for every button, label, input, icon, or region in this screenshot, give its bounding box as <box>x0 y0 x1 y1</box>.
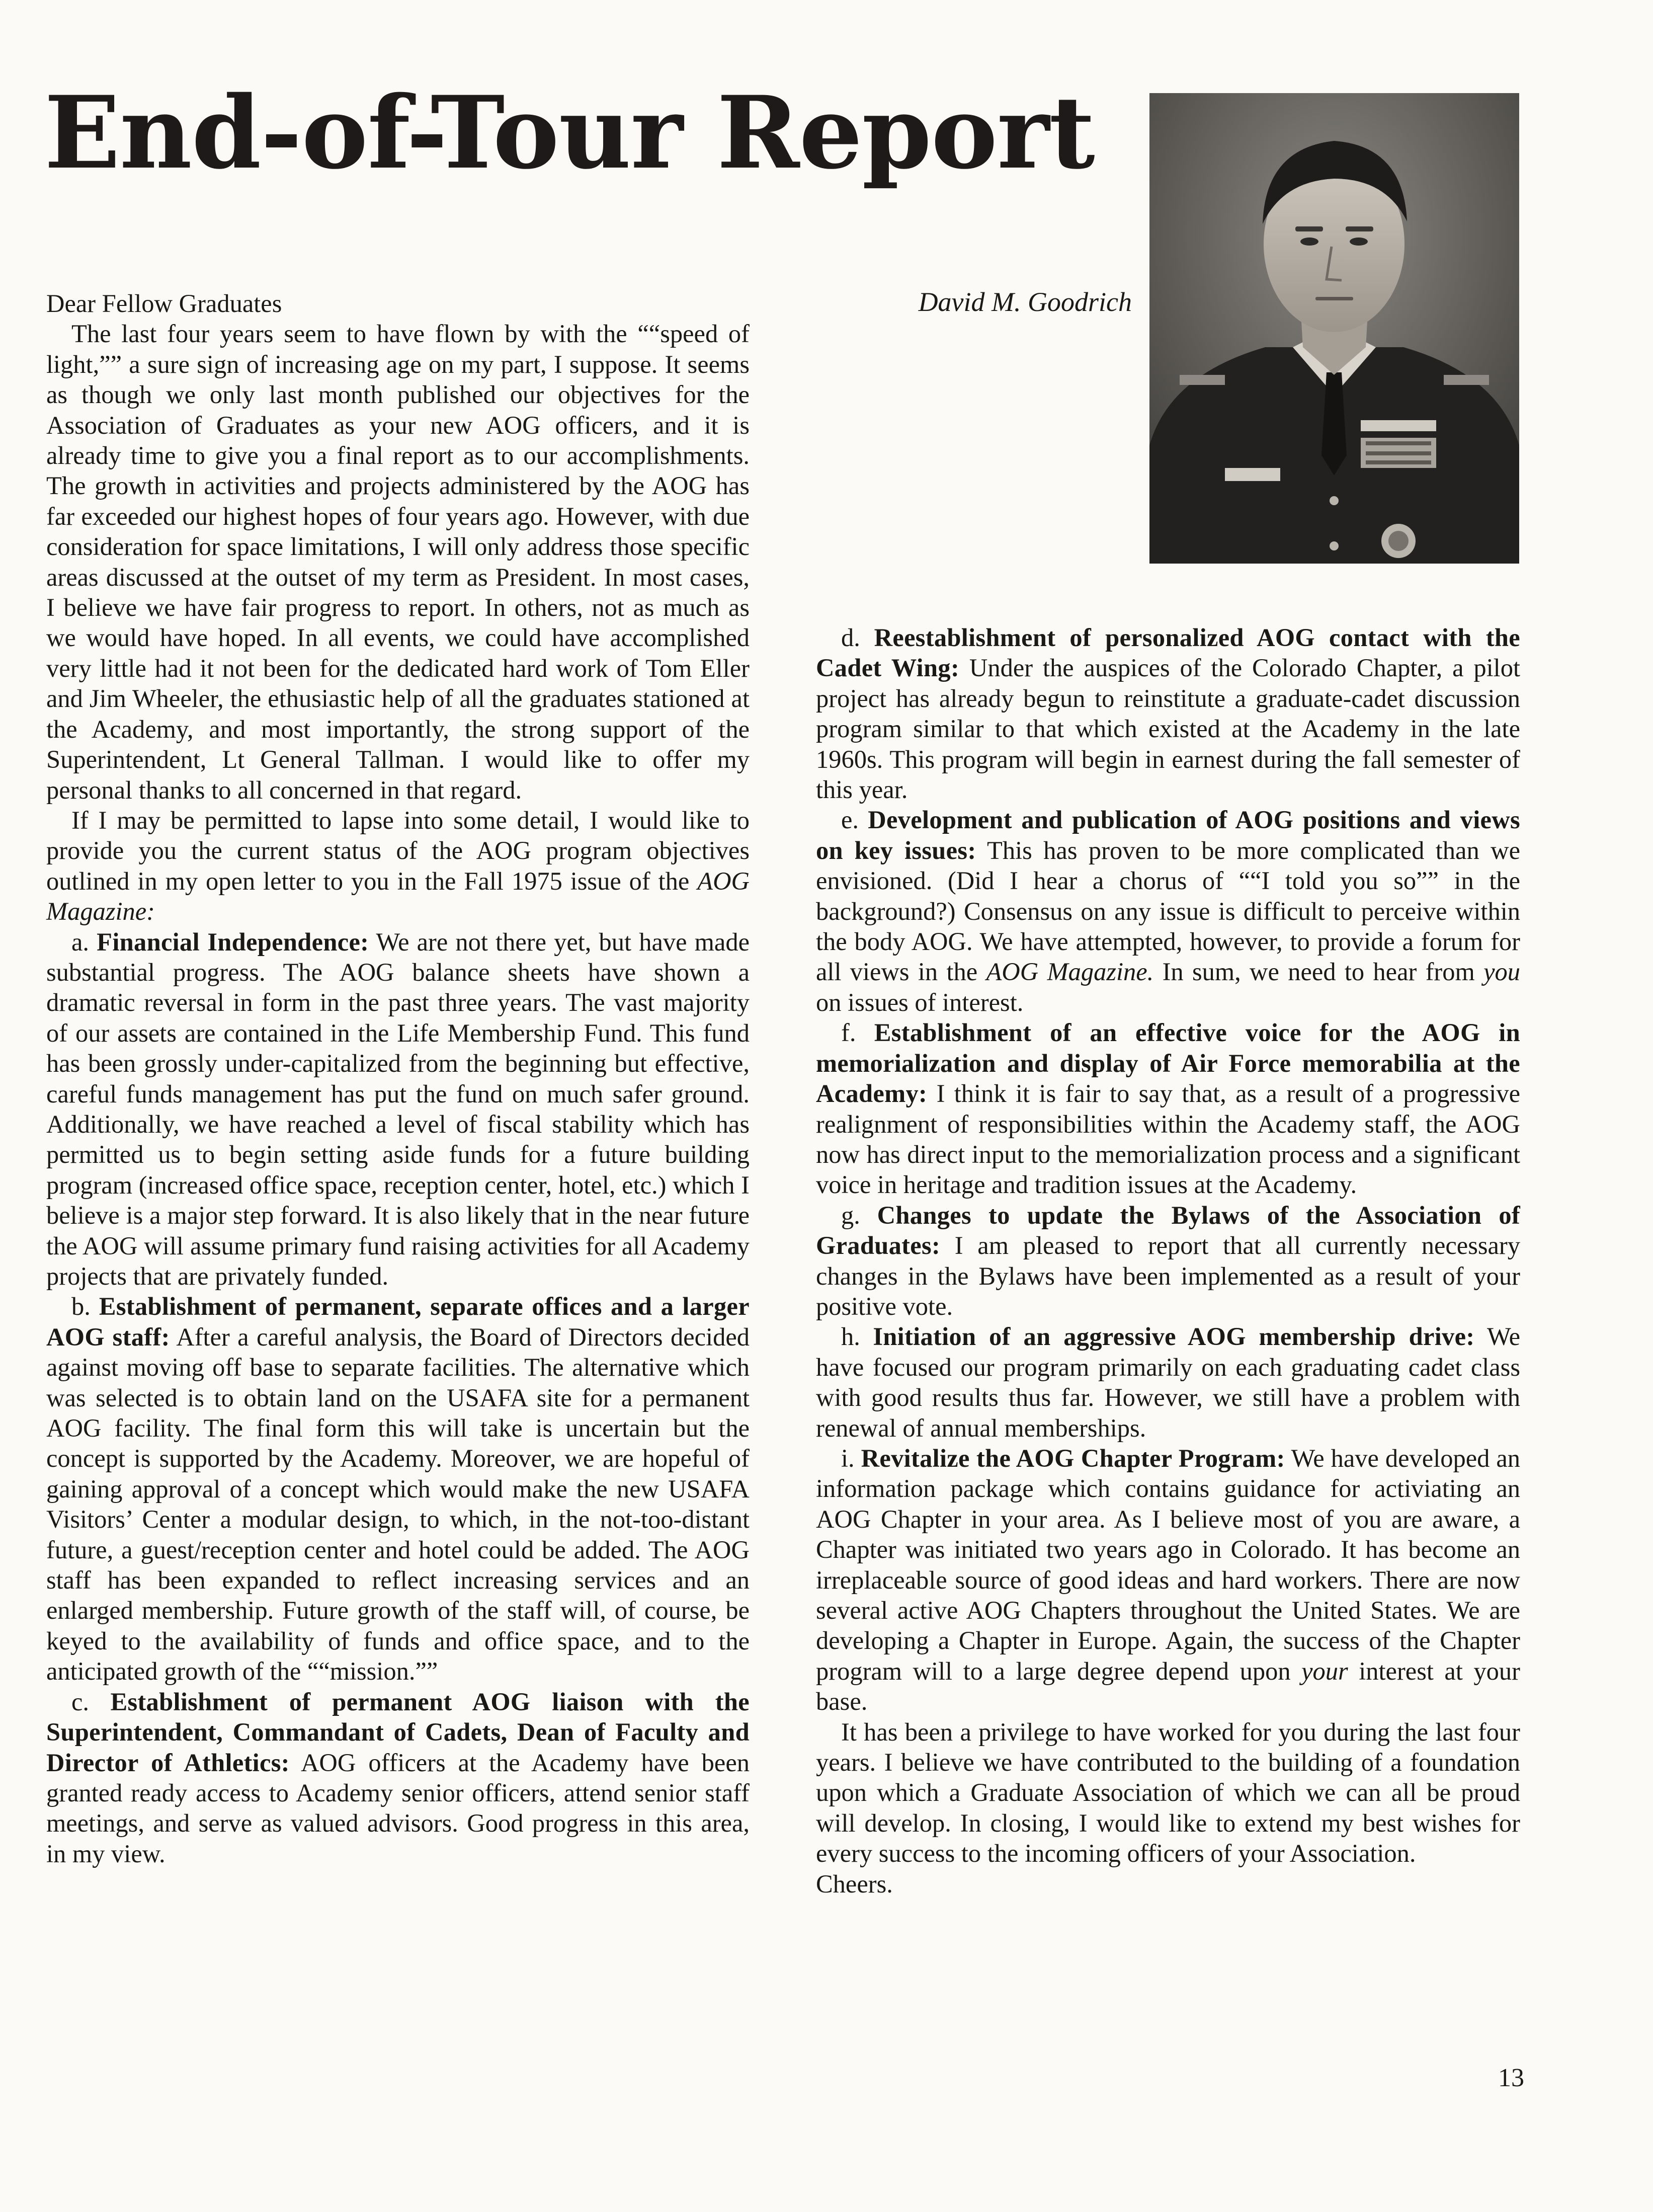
item-h: h. Initiation of an aggressive AOG membership drive: We have focused our program primarily on each graduating cadet class with good results thus far. However, we still have a problem with renewal of annual memberships. <box>816 1322 1521 1442</box>
item-b-heading: Establishment of permanent, separate offices and a larger AOG staff: <box>46 1292 750 1351</box>
column-left <box>46 288 750 1869</box>
item-a-heading: Financial Independence: <box>97 927 369 956</box>
item-f: f. Establishment of an effective voice for the AOG in memorialization and display of Air Force memorabilia at the Academy: I think it is fair to say that, as a result of a progressive realignment of responsibilities within the Academy staff, the AOG now has direct input to the memorialization process and a significant voice in heritage and tradition issues at the Academy. <box>816 1018 1520 1199</box>
item-b: b. Establishment of permanent, separate offices and a larger AOG staff: After a careful analysis, the Board of Directors decided against moving off base to separate facilities. The alternative which was selected is to obtain land on the USAFA site for a permanent AOG facility. The final form this will take is uncertain but the concept is supported by the Academy. Moreover, we are hopeful of gaining approval of a concept which would make the new USAFA Visitors’ Center a modular design, to which, in the not-too-distant future, a guest/reception center and hotel could be added. The AOG staff has been expanded to reflect increasing services and an enlarged membership. Future growth of the staff will, of course, be keyed to the availability of funds and office space, and to the anticipated growth of the ““mission.”” <box>46 1292 750 1686</box>
item-e-heading: Development and publication of AOG positions and views on key issues: <box>816 806 1520 864</box>
item-g: g. Changes to update the Bylaws of the Association of Graduates: I am pleased to report that all currently necessary changes in the Bylaws have been implemented as a result of your positive vote. <box>816 1201 1520 1320</box>
item-d: d. Reestablishment of personalized AOG contact with the Cadet Wing: Under the auspices of the Colorado Chapter, a pilot project has already begun to reinstitute a graduate-cadet discussion program similar to that which existed at the Academy in the late 1960s. This program will begin in earnest during the fall semester of this year. <box>816 623 1520 804</box>
portrait-photo-icon <box>1149 93 1519 564</box>
item-e: e. Development and publication of AOG positions and views on key issues: This has proven to be more complicated than we envisioned. (Did I hear a chorus of ““I told you so”” in the background?) Consensus on any issue is difficult to perceive within the body AOG. We have attempted, however, to provide a forum for all views in the AOG Magazine. In sum, we need to hear from you on issues of interest. <box>816 806 1521 1016</box>
item-g-heading: Changes to update the Bylaws of the Association of Graduates: <box>816 1201 1520 1260</box>
item-d-heading: Reestablishment of personalized AOG contact with the Cadet Wing: <box>816 623 1520 682</box>
page-title: End-of-Tour Report <box>44 74 1095 191</box>
item-i: i. Revitalize the AOG Chapter Program: We have developed an information package which contains guidance for activiating an AOG Chapter in your area. As I believe most of you are aware, a Chapter was initiated two years ago in Colorado. It has become an irreplaceable source of good ideas and hard workers. There are now several active AOG Chapters throughout the United States. We are developing a Chapter in Europe. Again, the success of the Chapter program will to a large degree depend upon your interest at your base. <box>816 1444 1521 1716</box>
item-c-heading: Establishment of permanent AOG liaison with the Superintendent, Commandant of Cadets, Dean of Faculty and Director of Athletics: <box>46 1687 750 1777</box>
salutation: Dear Fellow Graduates <box>46 289 282 318</box>
closing-paragraph: It has been a privilege to have worked for you during the last four years. I believe we have contributed to the building of a foundation upon which a Graduate Association of which we can all be proud will develop. In closing, I would like to extend my best wishes for every success to the incoming officers of your Association. <box>816 1717 1520 1868</box>
paragraph-intro: The last four years seem to have flown by with the ““speed of light,”” a sure sign of increasing age on my part, I suppose. It seems as though we only last month published our objectives for the Association of Graduates as your new AOG officers, and it is already time to give you a final report as to our accomplishments. The growth in activities and projects administered by the AOG has far exceeded our highest hopes of four years ago. However, with due consideration for space limitations, I will only address those specific areas discussed at the outset of my term as President. In most cases, I believe we have fair progress to report. In others, not as much as we would have hoped. In all events, we could have accomplished very little had it not been for the dedicated hard work of Tom Eller and Jim Wheeler, the ethusiastic help of all the graduates stationed at the Academy, and most importantly, the strong support of the Superintendent, Lt General Tallman. I would like to offer my personal thanks to all concerned in that regard. <box>46 320 750 804</box>
item-i-heading: Revitalize the AOG Chapter Program: <box>861 1444 1285 1472</box>
item-a: a. Financial Independence: We are not there yet, but have made substantial progress. The AOG balance sheets have shown a dramatic reversal in form in the past three years. The vast majority of our assets are contained in the Life Membership Fund. This fund has been grossly under-capitalized from the beginning but effective, careful funds management has put the fund on much safer ground. Additionally, we have reached a level of fiscal stability which has permitted us to begin setting aside funds for a future building program (increased office space, reception center, hotel, etc.) which I believe is a major step forward. It is also likely that in the near future the AOG will assume primary fund raising activities for all Academy projects that are privately funded. <box>46 927 750 1290</box>
column-right <box>816 622 1520 1899</box>
item-h-heading: Initiation of an aggressive AOG membership drive: <box>873 1322 1475 1351</box>
page-number: 13 <box>1498 2064 1524 2092</box>
item-f-heading: Establishment of an effective voice for the AOG in memorialization and display of Air Force memorabilia at the Academy: <box>816 1018 1520 1108</box>
magazine-name: AOG Magazine: <box>46 866 750 926</box>
paragraph-status: If I may be permitted to lapse into some detail, I would like to provide you the current status of the AOG program objectives outlined in my open letter to you in the Fall 1975 issue of the AOG Magazine: <box>46 806 750 926</box>
item-c: c. Establishment of permanent AOG liaison with the Superintendent, Commandant of Cadets, Dean of Faculty and Director of Athletics: AOG officers at the Academy have been granted ready access to Academy senior officers, attend senior staff meetings, and serve as valued advisors. Good progress in this area, in my view. <box>46 1687 750 1868</box>
author-byline: David M. Goodrich <box>918 287 1132 317</box>
signoff: Cheers. <box>816 1869 893 1898</box>
